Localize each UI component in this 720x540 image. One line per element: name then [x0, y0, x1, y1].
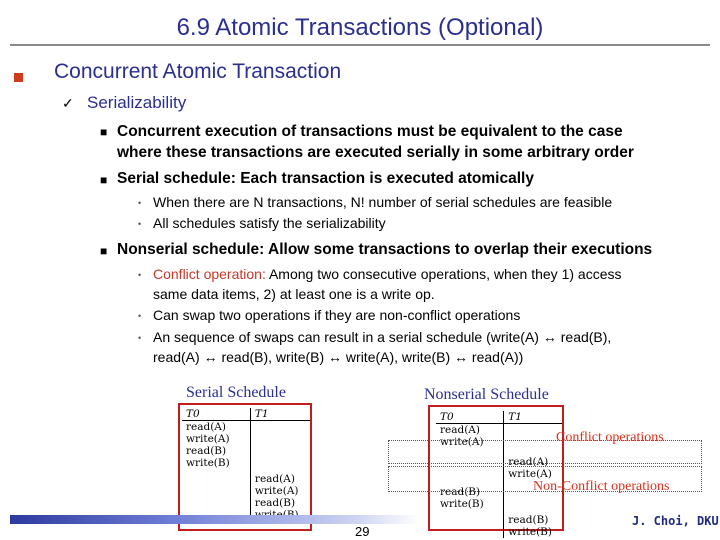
heading: Concurrent Atomic Transaction	[54, 60, 342, 83]
footer-gradient-strip	[10, 515, 420, 524]
small-square-bullet-icon: ■	[100, 173, 108, 187]
small-square-bullet-icon: ■	[100, 244, 108, 258]
table-row: read(A)	[436, 424, 562, 437]
table-row: read(A)	[182, 421, 310, 434]
point-1-cont: where these transactions are executed serially in some arbitrary order	[117, 144, 634, 161]
nonserial-subpoint-3-cont: read(A) ↔ read(B), write(B) ↔ write(A), write(B) ↔ read(A))	[153, 349, 524, 365]
slide-title: 6.9 Atomic Transactions (Optional)	[176, 14, 544, 41]
table-row: write(B)	[436, 498, 562, 510]
col-header-t1: T1	[250, 408, 310, 421]
author-credit: J. Choi, DKU	[632, 514, 719, 528]
table-row: write(A)	[436, 436, 562, 448]
square-bullet-icon	[14, 73, 23, 82]
dot-bullet-icon: •	[138, 333, 142, 343]
table-row: read(B)	[182, 497, 310, 509]
table-row: read(A)	[436, 448, 562, 468]
table-row: read(B)	[436, 510, 562, 526]
point-2: Serial schedule: Each transaction is executed atomically	[117, 170, 534, 187]
table-row: read(B)	[182, 445, 310, 457]
table-row: write(B)	[182, 457, 310, 469]
title-divider	[10, 44, 710, 46]
table-row: write(B)	[436, 526, 562, 538]
nonserial-subpoint-1-cont: same data items, 2) at least one is a write op.	[153, 286, 435, 302]
nonserial-subpoint-1	[153, 264, 621, 284]
conflict-term: Conflict operation:	[153, 266, 266, 282]
col-header-t1: T1	[504, 411, 562, 424]
serial-subpoint-2: All schedules satisfy the serializability	[153, 215, 386, 231]
nonconflict-operations-label: Non-Conflict operations	[533, 479, 670, 494]
point-3: Nonserial schedule: Allow some transactions to overlap their executions	[117, 241, 653, 258]
nonserial-subpoint-2: Can swap two operations if they are non-conflict operations	[153, 307, 521, 323]
page-number: 29	[355, 524, 370, 539]
small-square-bullet-icon: ■	[100, 125, 108, 139]
point-1: Concurrent execution of transactions must be equivalent to the case	[117, 123, 623, 140]
check-icon: ✓	[62, 95, 74, 111]
table-row: write(A)	[182, 485, 310, 497]
table-row: read(B)	[436, 480, 562, 498]
serial-schedule-table	[182, 408, 310, 521]
table-row: write(A)	[436, 468, 562, 480]
serial-schedule-label: Serial Schedule	[186, 384, 286, 401]
col-header-t0: T0	[182, 408, 250, 421]
nonserial-subpoint-3: An sequence of swaps can result in a serial schedule (write(A) ↔ read(B),	[153, 329, 612, 345]
serial-schedule-frame	[178, 403, 312, 531]
col-header-t0: T0	[436, 411, 504, 424]
dot-bullet-icon: •	[138, 198, 142, 208]
dot-bullet-icon: •	[138, 311, 142, 321]
serial-subpoint-1: When there are N transactions, N! number of serial schedules are feasible	[153, 194, 613, 210]
subheading: Serializability	[87, 93, 187, 112]
dot-bullet-icon: •	[138, 270, 142, 280]
conflict-definition: Among two consecutive operations, when they 1) access	[265, 266, 622, 282]
conflict-operations-label: Conflict operations	[556, 430, 664, 445]
nonserial-schedule-label: Nonserial Schedule	[424, 386, 549, 403]
table-row: write(A)	[182, 433, 310, 445]
dot-bullet-icon: •	[138, 219, 142, 229]
table-row: read(A)	[182, 469, 310, 485]
